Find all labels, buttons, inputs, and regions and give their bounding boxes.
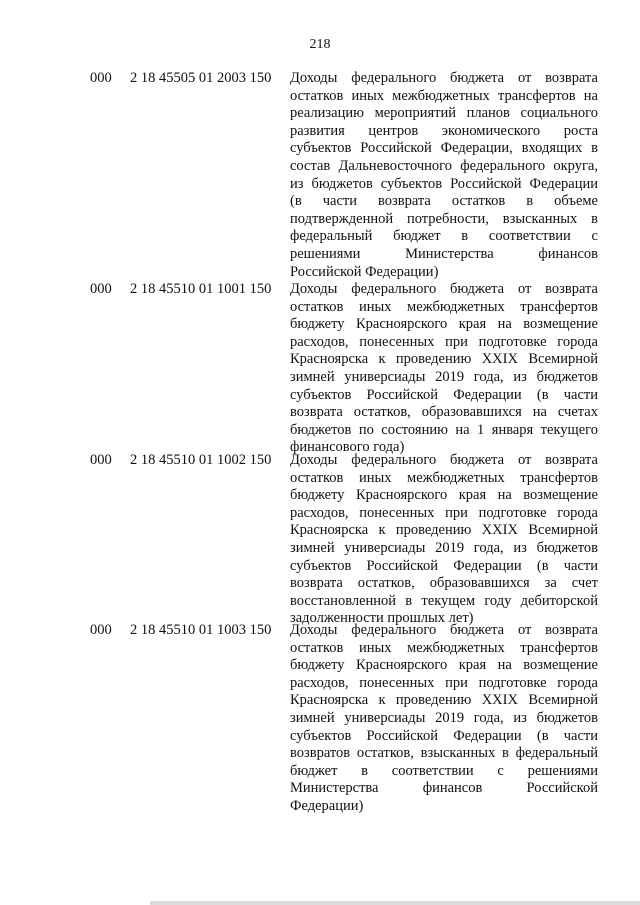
- description-line: Красноярска к проведению XXIX Всемирной: [290, 522, 598, 539]
- entry-description: [290, 622, 598, 816]
- description-line: реализацию мероприятий планов социального: [290, 105, 598, 122]
- entry-description: [290, 452, 598, 628]
- description-line: остатков иных межбюджетных трансфертов на: [290, 87, 598, 104]
- description-line: возврата остатков, образовавшихся за счет: [290, 575, 598, 592]
- description-line: субъектов Российской Федерации, входящих в: [290, 140, 598, 157]
- description-line: подтвержденной потребности, взысканных в: [290, 210, 598, 227]
- page-number: 218: [309, 37, 331, 52]
- budget-classification-code: 2 18 45505 01 2003 150: [130, 70, 272, 86]
- admin-code: 000: [90, 281, 112, 297]
- description-line: остатков иных межбюджетных трансфертов: [290, 639, 598, 656]
- description-line: решениями Министерства финансов: [290, 245, 598, 262]
- description-line: развития центров экономического роста: [290, 122, 598, 139]
- description-line: бюджету Красноярского края на возмещение: [290, 316, 598, 333]
- entry-description: [290, 281, 598, 457]
- description-line: Доходы федерального бюджета от возврата: [290, 452, 598, 468]
- description-line: восстановленной в текущем году дебиторской: [290, 592, 598, 609]
- description-line: бюджету Красноярского края на возмещение: [290, 487, 598, 504]
- scan-edge-shadow: [150, 901, 640, 905]
- description-line: зимней универсиады 2019 года, из бюджетов: [290, 368, 598, 385]
- description-line: Министерства финансов Российской: [290, 780, 598, 797]
- description-line: остатков иных межбюджетных трансфертов: [290, 469, 598, 486]
- budget-classification-code: 2 18 45510 01 1001 150: [130, 281, 272, 297]
- admin-code: 000: [90, 452, 112, 468]
- description-line: федеральный бюджет в соответствии с: [290, 228, 598, 245]
- description-line: зимней универсиады 2019 года, из бюджетов: [290, 709, 598, 726]
- description-line: возврата остатков, образовавшихся на счетах: [290, 404, 598, 421]
- admin-code: 000: [90, 70, 112, 86]
- description-line: задолженности прошлых лет): [290, 610, 474, 627]
- description-line: бюджетов по состоянию на 1 января текущего: [290, 421, 598, 438]
- description-line: Доходы федерального бюджета от возврата: [290, 70, 598, 86]
- description-line: Красноярска к проведению XXIX Всемирной: [290, 351, 598, 368]
- admin-code: 000: [90, 622, 112, 638]
- description-line: расходов, понесенных при подготовке города: [290, 674, 598, 691]
- entry-description: [290, 70, 598, 281]
- description-line: Красноярска к проведению XXIX Всемирной: [290, 692, 598, 709]
- budget-classification-code: 2 18 45510 01 1002 150: [130, 452, 272, 468]
- description-line: состав Дальневосточного федерального округа,: [290, 157, 598, 174]
- description-line: субъектов Российской Федерации (в части: [290, 557, 598, 574]
- description-line: остатков иных межбюджетных трансфертов: [290, 298, 598, 315]
- description-line: Федерации): [290, 797, 364, 814]
- description-line: бюджету Красноярского края на возмещение: [290, 657, 598, 674]
- budget-classification-code: 2 18 45510 01 1003 150: [130, 622, 272, 638]
- description-line: расходов, понесенных при подготовке города: [290, 333, 598, 350]
- description-line: финансового года): [290, 439, 405, 456]
- description-line: Доходы федерального бюджета от возврата: [290, 622, 598, 638]
- description-line: из бюджетов субъектов Российской Федерации: [290, 175, 598, 192]
- description-line: Доходы федерального бюджета от возврата: [290, 281, 598, 297]
- description-line: бюджет в соответствии с решениями: [290, 762, 598, 779]
- description-line: (в части возврата остатков в объеме: [290, 193, 598, 210]
- description-line: возвратов остатков, взысканных в федеральный: [290, 745, 598, 762]
- description-line: субъектов Российской Федерации (в части: [290, 727, 598, 744]
- description-line: Российской Федерации): [290, 263, 439, 280]
- description-line: расходов, понесенных при подготовке города: [290, 504, 598, 521]
- description-line: зимней универсиады 2019 года, из бюджетов: [290, 539, 598, 556]
- description-line: субъектов Российской Федерации (в части: [290, 386, 598, 403]
